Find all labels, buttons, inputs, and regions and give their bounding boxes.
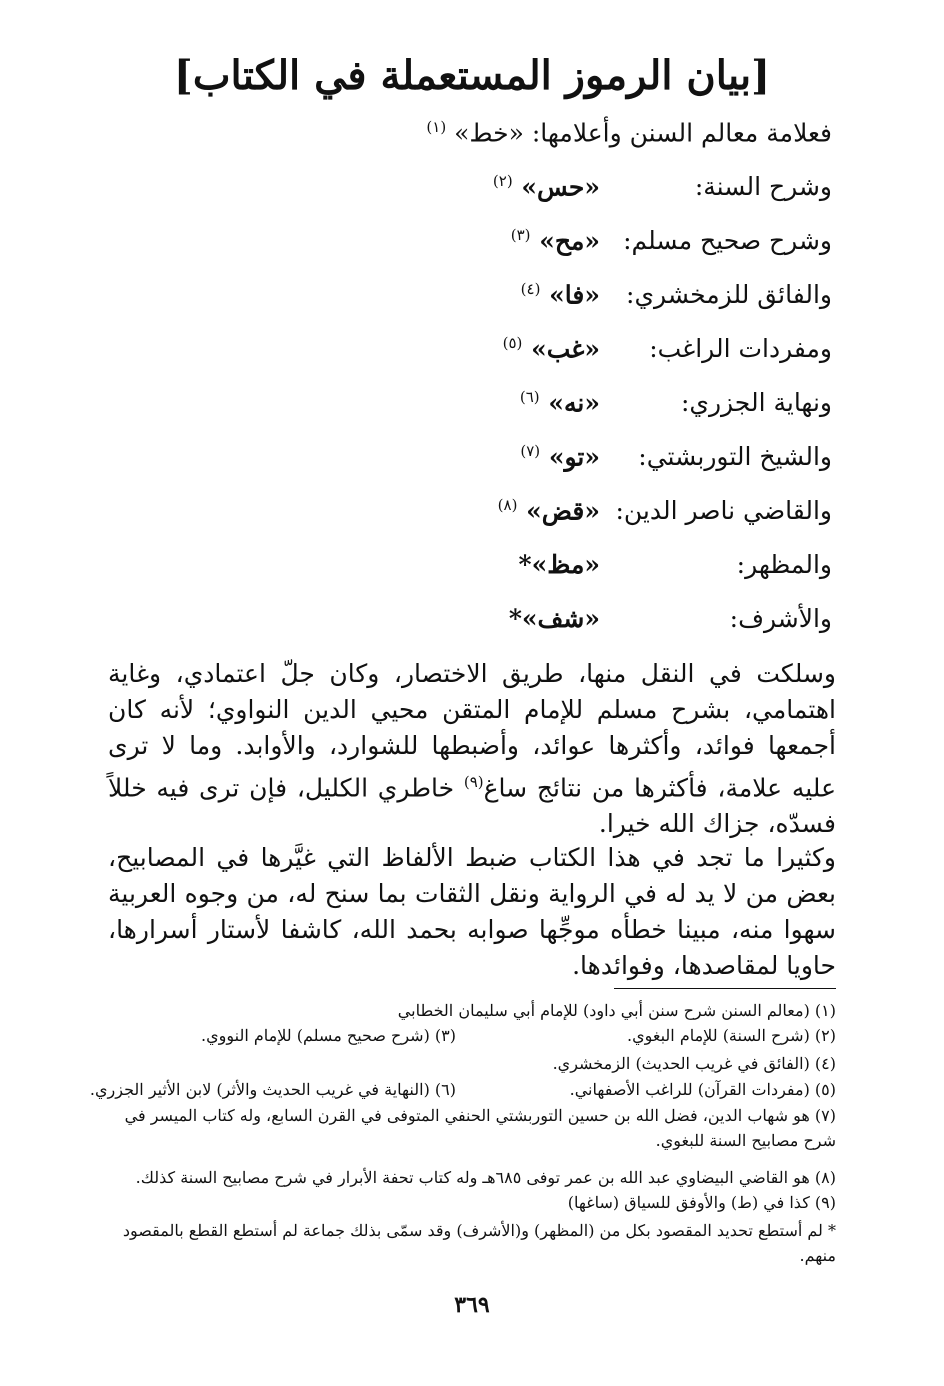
footnote-ref-4[interactable]: (٤) — [520, 280, 541, 298]
footnote-2: (٢) (شرح السنة) للإمام البغوي. — [627, 1026, 836, 1045]
footnote-9: (٩) كذا في (ط) والأوفق للسياق (ساغها) — [567, 1193, 836, 1212]
page-number: ٣٦٩ — [454, 1292, 490, 1318]
footnote-5: (٥) (مفردات القرآن) للراغب الأصفهاني. — [569, 1080, 836, 1099]
footnote-ref-5[interactable]: (٥) — [502, 334, 523, 352]
paragraph-text: وسلكت في النقل منها، طريق الاختصار، وكان جلّ اعتمادي، وغاية اهتمامي، بشرح مسلم للإمام المتقن محيي الدين النواوي؛ لأنه كان أجمعها فوائد، وأكثرها عوائد، وأضبطها للشوارد، والأوابد. وما لا ترى عليه علامة، فأكثرها من نتائج ساغ — [108, 659, 836, 803]
abbreviation-source: والشيخ التوربشتي: — [638, 442, 832, 471]
footnote-divider — [614, 988, 836, 989]
abbreviation-source: والفائق للزمخشري: — [626, 280, 832, 309]
abbreviation-source: والمظهر: — [736, 550, 832, 579]
abbreviation-symbol: «نه» $^{(٦)}$ — [519, 388, 600, 418]
abbreviation-symbol: «تو» $^{(٧)}$ — [520, 442, 600, 472]
footnote-asterisk: * لم أستطع تحديد المقصود بكل من (المظهر) و(الأشرف) وقد سمّى بذلك جماعة لم أستطع القطع بالمقصود منهم. — [122, 1221, 836, 1265]
abbreviation-row — [432, 280, 832, 320]
footnote-1: (١) (معالم السنن شرح سنن أبي داود) للإمام أبي سليمان الخطابي — [397, 1001, 836, 1020]
abbreviation-row — [432, 550, 832, 590]
footnote-4: (٤) (الفائق في غريب الحديث) الزمخشري. — [552, 1054, 836, 1073]
footnote-6: (٦) (النهاية في غريب الحديث والأثر) لابن الأثير الجزري. — [89, 1080, 456, 1099]
footnote-ref-7[interactable]: (٧) — [520, 442, 541, 460]
abbreviations-intro — [426, 118, 832, 147]
abbreviation-row — [432, 496, 832, 536]
abbreviation-row — [432, 604, 832, 644]
abbreviation-symbol: «حس» $^{(٢)}$ — [492, 172, 600, 202]
footnote-row-2-3 — [106, 1023, 836, 1048]
footnote-7: (٧) هو شهاب الدين، فضل الله بن حسين التوربشتي الحنفي المتوفى في القرن السابع، وله كتاب الميسر في شرح مصابيح السنة للبغوي. — [124, 1106, 836, 1150]
abbreviation-row — [432, 334, 832, 374]
paragraph-text: خاطري الكليل، فإن ترى فيه خللاً فسدّه، جزاك الله خيرا. — [108, 773, 836, 839]
abbreviation-row — [432, 442, 832, 482]
section-title: [بيان الرموز المستعملة في الكتاب] — [173, 52, 771, 99]
footnote-row-5-6 — [89, 1077, 836, 1102]
body-paragraph-2: وكثيرا ما تجد في هذا الكتاب ضبط الألفاظ التي غيَّرها في المصابيح، بعض من لا يد له في الرواية ونقل الثقات بما سنح له، من وجوه العربية سهوا منه، مبينا خطأه موجِّها صوابه بحمد الله، كاشفا لأستار أسرارها، حاويا لمقاصدها، وفوائدها. — [108, 843, 836, 980]
abbreviation-row — [432, 172, 832, 212]
abbreviation-symbol: «غب» $^{(٥)}$ — [502, 334, 600, 364]
footnote-8: (٨) هو القاضي البيضاوي عبد الله بن عمر توفى ٦٨٥هـ وله كتاب تحفة الأبرار في شرح مصابيح السنة كذلك. — [135, 1168, 836, 1187]
footnote-ref-1[interactable]: (١) — [426, 118, 447, 136]
footnote-ref-6[interactable]: (٦) — [519, 388, 540, 406]
abbreviation-source: وشرح السنة: — [694, 172, 832, 201]
abbreviation-symbol: «قض» $^{(٨)}$ — [497, 496, 600, 526]
abbreviation-symbol: «فا» $^{(٤)}$ — [520, 280, 600, 310]
abbreviation-source: ونهاية الجزري: — [680, 388, 832, 417]
abbreviation-symbol: «شف»* — [508, 604, 600, 633]
intro-text: فعلامة معالم السنن وأعلامها: «خط» — [454, 118, 832, 148]
abbreviation-source: ومفردات الراغب: — [649, 334, 832, 363]
body-paragraph-1 — [108, 656, 836, 842]
abbreviation-row — [432, 388, 832, 428]
footnote-ref-8[interactable]: (٨) — [497, 496, 518, 514]
abbreviation-source: والقاضي ناصر الدين: — [615, 496, 832, 525]
footnote-ref-3[interactable]: (٣) — [510, 226, 531, 244]
abbreviation-source: وشرح صحيح مسلم: — [623, 226, 832, 255]
abbreviation-symbol: «مح» $^{(٣)}$ — [510, 226, 600, 256]
abbreviation-symbol: «مظ»* — [518, 550, 600, 579]
abbreviation-row — [432, 226, 832, 266]
footnote-ref-2[interactable]: (٢) — [492, 172, 513, 190]
footnote-ref-9[interactable]: (٩) — [463, 773, 484, 791]
abbreviation-source: والأشرف: — [729, 604, 832, 633]
footnote-3: (٣) (شرح صحيح مسلم) للإمام النووي. — [201, 1026, 456, 1045]
